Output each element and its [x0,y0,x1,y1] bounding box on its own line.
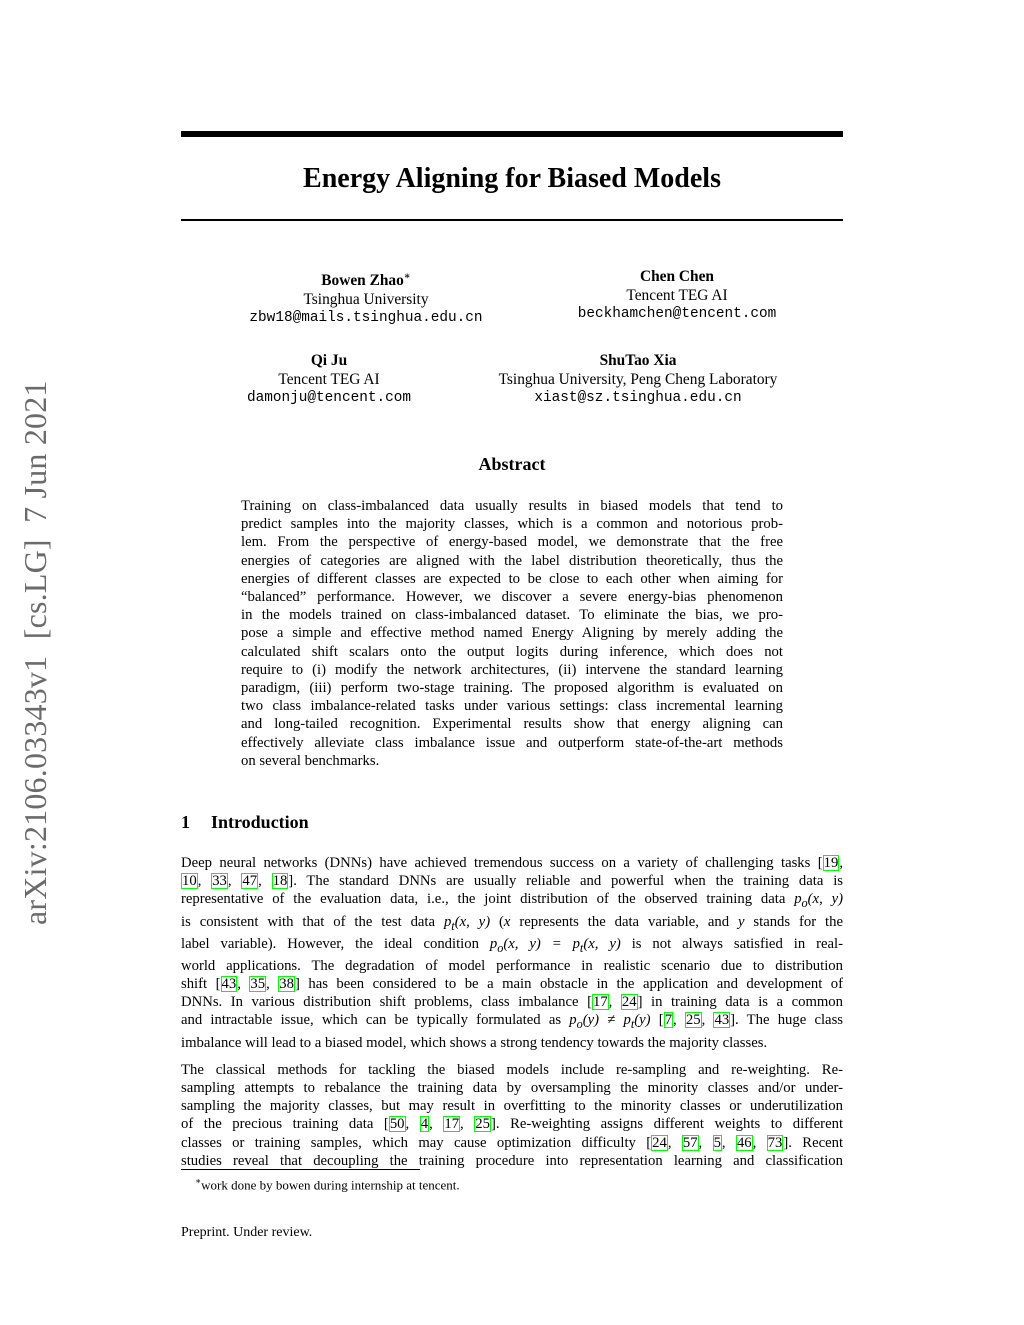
text-line: The classical methods for tackling the biased models include re-sampling and re-weighting. Re- [181,1061,843,1078]
abstract-line: Training on class-imbalanced data usually results in biased models that tend to [241,498,783,514]
text-line: representative of the evaluation data, i.e., the joint distribution of the observed training data $p_o(x$, y) [181,891,843,911]
author-name: Bowen Zhao∗ [321,271,411,290]
citation-link[interactable]: 24 [621,994,637,1011]
section-number: 1 [181,812,190,832]
citation-link[interactable]: 73 [767,1134,783,1151]
abstract-line: on several benchmarks. [241,752,380,769]
preprint-notice: Preprint. Under review. [181,1225,313,1240]
author-affiliation: Tencent TEG AI [278,370,380,388]
footnote-rule [181,1169,420,1170]
author-email[interactable]: zbw18@mails.tsinghua.edu.cn [249,310,483,327]
abstract-line: energies of categories are aligned with the label distribution theoretically, thus the [241,552,783,569]
author-name: ShuTao Xia [599,352,677,369]
citation-link[interactable]: 47 [242,873,258,890]
text-line: DNNs. In various distribution shift problems, class imbalance [17, 24] in training data is a common [181,994,843,1011]
text-line: world applications. The degradation of model performance in realistic scenario due to distribution [181,957,843,974]
footnote: ∗work done by bowen during internship at tencent. [195,1176,460,1193]
introduction-body [181,854,843,1179]
author-affiliation: Tencent TEG AI [626,286,728,304]
citation-link[interactable]: 7 [664,1012,673,1029]
citation-link[interactable]: 57 [682,1134,698,1151]
author-block-4 [478,352,798,408]
citation-link[interactable]: 10 [182,873,197,890]
author-block-1 [229,268,503,328]
citation-link[interactable]: 17 [592,994,608,1011]
abstract-line: in the models trained on class-imbalanced dataset. To eliminate the bias, we pro- [241,607,783,624]
text-line: label variable). However, the ideal condition $p_o(x$, $y) = p_t(x$, y) is not always satisfied in real- [181,935,843,955]
text-line: sampling attempts to rebalance the training data by oversampling the minority classes and/or under- [181,1079,843,1096]
abstract-line: “balanced” performance. However, we discover a severe energy-bias phenomenon [241,589,783,606]
citation-link[interactable]: 25 [475,1116,490,1133]
citation-link[interactable]: 19 [823,855,839,871]
author-name: Qi Ju [310,352,348,369]
author-email[interactable]: xiast@sz.tsinghua.edu.cn [534,390,742,406]
text-line: Deep neural networks (DNNs) have achieved tremendous success on a variety of challenging tasks [19, [181,855,843,871]
text-line: sampling the majority classes, but may result in overfitting to the minority classes or underutilization [181,1098,843,1115]
citation-link[interactable]: 35 [250,976,266,993]
text-line: classes or training samples, which may cause optimization difficulty [24, 57, 5, 46, 73]. Recent [181,1134,844,1151]
abstract-line: two class imbalance-related tasks under various settings: class incremental learning [241,698,783,715]
abstract-heading: Abstract [478,454,546,474]
paper-title: Energy Aligning for Biased Models [303,163,721,194]
section-heading [181,812,309,833]
abstract-line: energies of different classes are expected to be close to each other when aiming for [241,570,783,587]
text-line: is consistent with that of the test data $p_t(x$, y) (x represents the data variable, and y stands for the [181,913,843,933]
title-rule-bottom [181,219,843,221]
text-line: imbalance will lead to a biased model, which shows a strong tendency towards the majority classes. [181,1034,768,1051]
text-line: shift [43, 35, 38] has been considered to be a main obstacle in the application and development of [181,976,844,993]
citation-link[interactable]: 50 [389,1116,405,1133]
abstract-body [241,497,783,770]
title-rule-top [181,131,843,137]
abstract-line: and long-tailed recognition. Experimental results show that energy aligning can [241,716,783,733]
author-block-2 [556,268,798,324]
abstract-line: pose a simple and effective method named Energy Aligning by merely adding the [241,625,783,642]
author-email[interactable]: damonju@tencent.com [246,390,412,406]
citation-link[interactable]: 4 [420,1116,429,1133]
abstract-line: predict samples into the majority classes, which is a common and notorious prob- [241,516,783,533]
citation-link[interactable]: 38 [279,976,294,993]
abstract-line: require to (i) modify the network architectures, (ii) intervene the standard learning [241,661,783,678]
author-block-3 [229,352,429,408]
citation-link[interactable]: 43 [221,976,237,993]
citation-link[interactable]: 17 [444,1116,460,1133]
text-line: studies reveal that decoupling the training procedure into representation learning and classification [181,1152,843,1169]
author-affiliation: Tsinghua University [303,290,429,308]
abstract-line: lem. From the perspective of energy-based model, we demonstrate that the free [241,534,783,551]
text-line: and intractable issue, which can be typically formulated as $p_o(y) \ne p_t(y)$ [7, 25, 43]. The huge class [181,1012,843,1032]
citation-link[interactable]: 18 [272,873,288,890]
citation-link[interactable]: 24 [652,1134,667,1151]
author-email[interactable]: beckhamchen@tencent.com [577,306,777,322]
author-affiliation: Tsinghua University, Peng Cheng Laboratory [498,370,778,388]
citation-link[interactable]: 43 [714,1012,730,1029]
text-line: 10, 33, 47, 18]. The standard DNNs are usually reliable and powerful when the training data is [182,873,843,890]
citation-link[interactable]: 33 [212,873,227,890]
paragraph-1 [181,854,843,1052]
section-title: Introduction [211,812,309,832]
citation-link[interactable]: 25 [685,1012,701,1029]
citation-link[interactable]: 46 [736,1134,752,1151]
citation-link[interactable]: 5 [713,1134,721,1151]
text-line: of the precious training data [50, 4, 17, 25]. Re-weighting assigns different weights to different [181,1116,844,1133]
abstract-line: paradigm, (iii) perform two-stage training. The proposed algorithm is evaluated on [241,680,783,697]
abstract-line: effectively alleviate class imbalance issue and outperform state-of-the-art methods [241,734,783,751]
arxiv-identifier: arXiv:2106.03343v1 [cs.LG] 7 Jun 2021 [17,380,53,925]
abstract-line: calculated shift scalars onto the output logits during inference, which does not [241,643,783,660]
author-name: Chen Chen [640,268,714,285]
paragraph-2 [181,1061,843,1170]
